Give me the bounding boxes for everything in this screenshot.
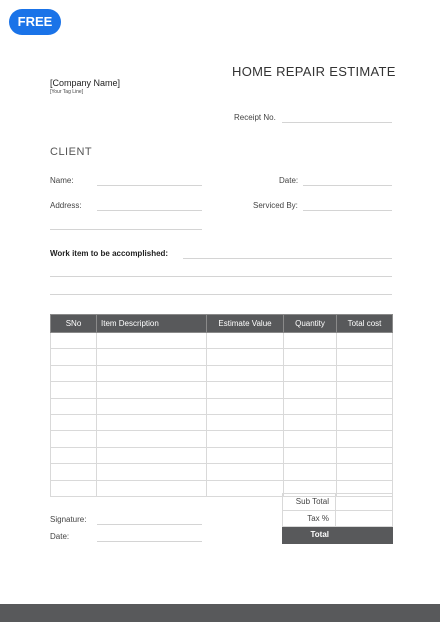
cell-quantity[interactable]: [284, 464, 337, 480]
cell-quantity[interactable]: [284, 398, 337, 414]
cell-item-description[interactable]: [97, 414, 207, 430]
cell-total-cost[interactable]: [337, 382, 393, 398]
cell-sno[interactable]: [51, 349, 97, 365]
cell-sno[interactable]: [51, 365, 97, 381]
cell-quantity[interactable]: [284, 431, 337, 447]
table-row: [51, 333, 393, 349]
total-row: [283, 527, 393, 544]
subtotal-row: [283, 494, 393, 511]
col-header-item-description: Item Description: [97, 315, 207, 333]
cell-estimate-value[interactable]: [207, 382, 284, 398]
cell-total-cost[interactable]: [337, 431, 393, 447]
cell-sno[interactable]: [51, 382, 97, 398]
cell-sno[interactable]: [51, 431, 97, 447]
cell-total-cost[interactable]: [337, 349, 393, 365]
col-header-sno: SNo: [51, 315, 97, 333]
cell-quantity[interactable]: [284, 447, 337, 463]
cell-item-description[interactable]: [97, 382, 207, 398]
company-name: [Company Name]: [50, 78, 121, 88]
cell-estimate-value[interactable]: [207, 398, 284, 414]
cell-item-description[interactable]: [97, 333, 207, 349]
cell-estimate-value[interactable]: [207, 365, 284, 381]
cell-estimate-value[interactable]: [207, 349, 284, 365]
cell-estimate-value[interactable]: [207, 431, 284, 447]
cell-sno[interactable]: [51, 480, 97, 496]
cell-total-cost[interactable]: [337, 447, 393, 463]
client-address-field-line2[interactable]: [50, 229, 202, 230]
cell-item-description[interactable]: [97, 365, 207, 381]
table-row: [51, 398, 393, 414]
subtotal-value[interactable]: [336, 494, 393, 511]
table-row: [51, 349, 393, 365]
document-title: HOME REPAIR ESTIMATE: [232, 64, 396, 79]
cell-estimate-value[interactable]: [207, 333, 284, 349]
cell-item-description[interactable]: [97, 464, 207, 480]
cell-sno[interactable]: [51, 333, 97, 349]
tax-value[interactable]: [336, 510, 393, 527]
signature-label: Signature:: [50, 515, 87, 524]
cell-item-description[interactable]: [97, 480, 207, 496]
cell-quantity[interactable]: [284, 333, 337, 349]
table-row: [51, 431, 393, 447]
cell-item-description[interactable]: [97, 349, 207, 365]
table-row: [51, 365, 393, 381]
table-row: [51, 382, 393, 398]
client-address-field[interactable]: [97, 210, 202, 211]
signature-date-field[interactable]: [97, 541, 202, 542]
serviced-by-field[interactable]: [303, 210, 392, 211]
work-item-field-line2[interactable]: [50, 276, 392, 277]
company-tagline: [Your Tag Line]: [50, 89, 84, 95]
footer-bar: [0, 604, 440, 622]
cell-item-description[interactable]: [97, 398, 207, 414]
cell-sno[interactable]: [51, 447, 97, 463]
receipt-no-field[interactable]: [282, 122, 392, 123]
cell-sno[interactable]: [51, 464, 97, 480]
estimate-items-table: [50, 314, 393, 497]
cell-sno[interactable]: [51, 414, 97, 430]
table-header-row: [51, 315, 393, 333]
work-item-field[interactable]: [183, 258, 392, 259]
cell-estimate-value[interactable]: [207, 464, 284, 480]
serviced-by-label: Serviced By:: [253, 201, 298, 210]
signature-field[interactable]: [97, 524, 202, 525]
cell-total-cost[interactable]: [337, 464, 393, 480]
cell-estimate-value[interactable]: [207, 447, 284, 463]
col-header-quantity: Quantity: [284, 315, 337, 333]
work-item-field-line3[interactable]: [50, 294, 392, 295]
free-badge[interactable]: FREE: [9, 9, 61, 35]
cell-total-cost[interactable]: [337, 333, 393, 349]
client-heading: CLIENT: [50, 146, 93, 158]
cell-total-cost[interactable]: [337, 414, 393, 430]
subtotal-label: Sub Total: [283, 494, 336, 511]
table-row: [51, 414, 393, 430]
totals-table: [282, 493, 393, 544]
signature-date-label: Date:: [50, 532, 70, 541]
cell-quantity[interactable]: [284, 365, 337, 381]
receipt-no-label: Receipt No.: [234, 113, 276, 122]
total-label: Total: [283, 527, 336, 544]
tax-row: [283, 510, 393, 527]
client-date-label: Date:: [279, 176, 299, 185]
cell-total-cost[interactable]: [337, 365, 393, 381]
table-row: [51, 464, 393, 480]
cell-quantity[interactable]: [284, 382, 337, 398]
work-item-label: Work item to be accomplished:: [50, 249, 169, 258]
client-name-field[interactable]: [97, 185, 202, 186]
cell-total-cost[interactable]: [337, 398, 393, 414]
col-header-estimate-value: Estimate Value: [207, 315, 284, 333]
total-value[interactable]: [336, 527, 393, 544]
client-date-field[interactable]: [303, 185, 392, 186]
col-header-total-cost: Total cost: [337, 315, 393, 333]
cell-item-description[interactable]: [97, 447, 207, 463]
client-name-label: Name:: [50, 176, 74, 185]
tax-label: Tax %: [283, 510, 336, 527]
cell-item-description[interactable]: [97, 431, 207, 447]
cell-estimate-value[interactable]: [207, 414, 284, 430]
table-row: [51, 447, 393, 463]
cell-quantity[interactable]: [284, 414, 337, 430]
cell-estimate-value[interactable]: [207, 480, 284, 496]
cell-sno[interactable]: [51, 398, 97, 414]
cell-quantity[interactable]: [284, 349, 337, 365]
client-address-label: Address:: [50, 201, 82, 210]
